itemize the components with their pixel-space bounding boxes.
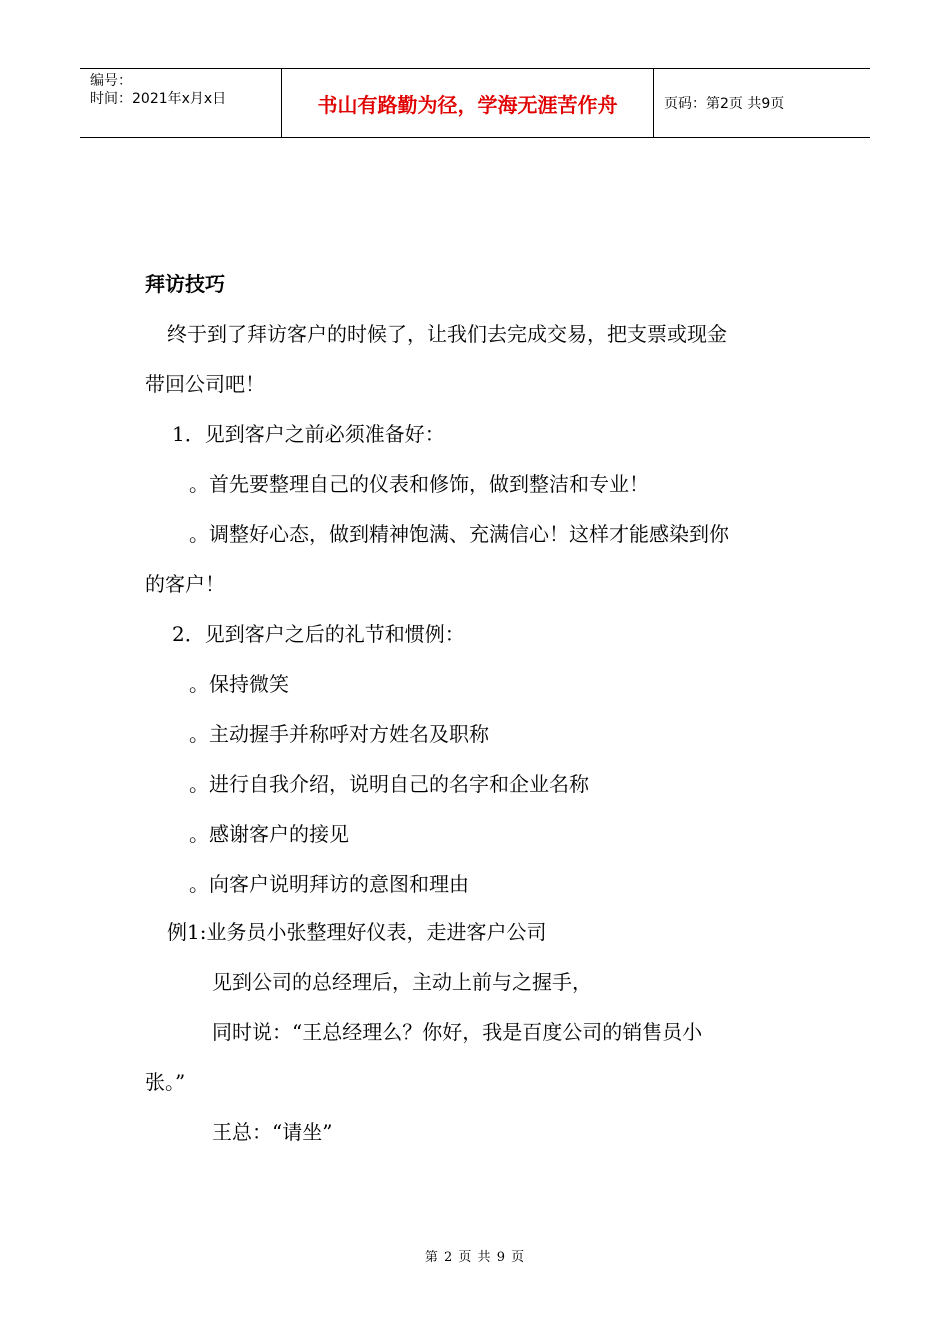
example-line-2: 同时说：“王总经理么？你好，我是百度公司的销售员小	[212, 1020, 703, 1044]
section1-item-2: 。调整好心态，做到精神饱满、充满信心！这样才能感染到你	[189, 522, 729, 546]
section-title: 拜访技巧	[145, 272, 225, 296]
time-label: 时间：2021年x月x日	[90, 91, 227, 107]
example-line-3: 王总：“请坐”	[212, 1120, 333, 1144]
section2-heading: 2．见到客户之后的礼节和惯例：	[172, 622, 465, 646]
example-heading: 例1:业务员小张整理好仪表，走进客户公司	[167, 920, 547, 944]
section2-item-4: 。感谢客户的接见	[189, 822, 349, 846]
example-line-1: 见到公司的总经理后，主动上前与之握手，	[212, 970, 592, 994]
section1-heading: 1．见到客户之前必须准备好：	[172, 422, 445, 446]
header-meta-cell	[80, 69, 282, 137]
example-line-2-cont: 张。”	[145, 1070, 186, 1094]
header-page-info: 页码：第2页 共9页	[664, 96, 785, 112]
page-footer: 第 2 页 共 9 页	[424, 1250, 526, 1265]
section1-item-1: 。首先要整理自己的仪表和修饰，做到整洁和专业！	[189, 472, 649, 496]
document-header	[80, 68, 870, 138]
section2-item-5: 。向客户说明拜访的意图和理由	[189, 872, 469, 896]
intro-line-1: 终于到了拜访客户的时候了，让我们去完成交易，把支票或现金	[167, 322, 727, 346]
section2-item-1: 。保持微笑	[189, 672, 289, 696]
section1-item-2-cont: 的客户！	[145, 572, 225, 596]
number-label: 编号：	[90, 73, 132, 89]
intro-line-2: 带回公司吧！	[145, 372, 265, 396]
header-motto: 书山有路勤为径，学海无涯苦作舟	[282, 69, 654, 137]
section2-item-2: 。主动握手并称呼对方姓名及职称	[189, 722, 489, 746]
section2-item-3: 。进行自我介绍，说明自己的名字和企业名称	[189, 772, 589, 796]
